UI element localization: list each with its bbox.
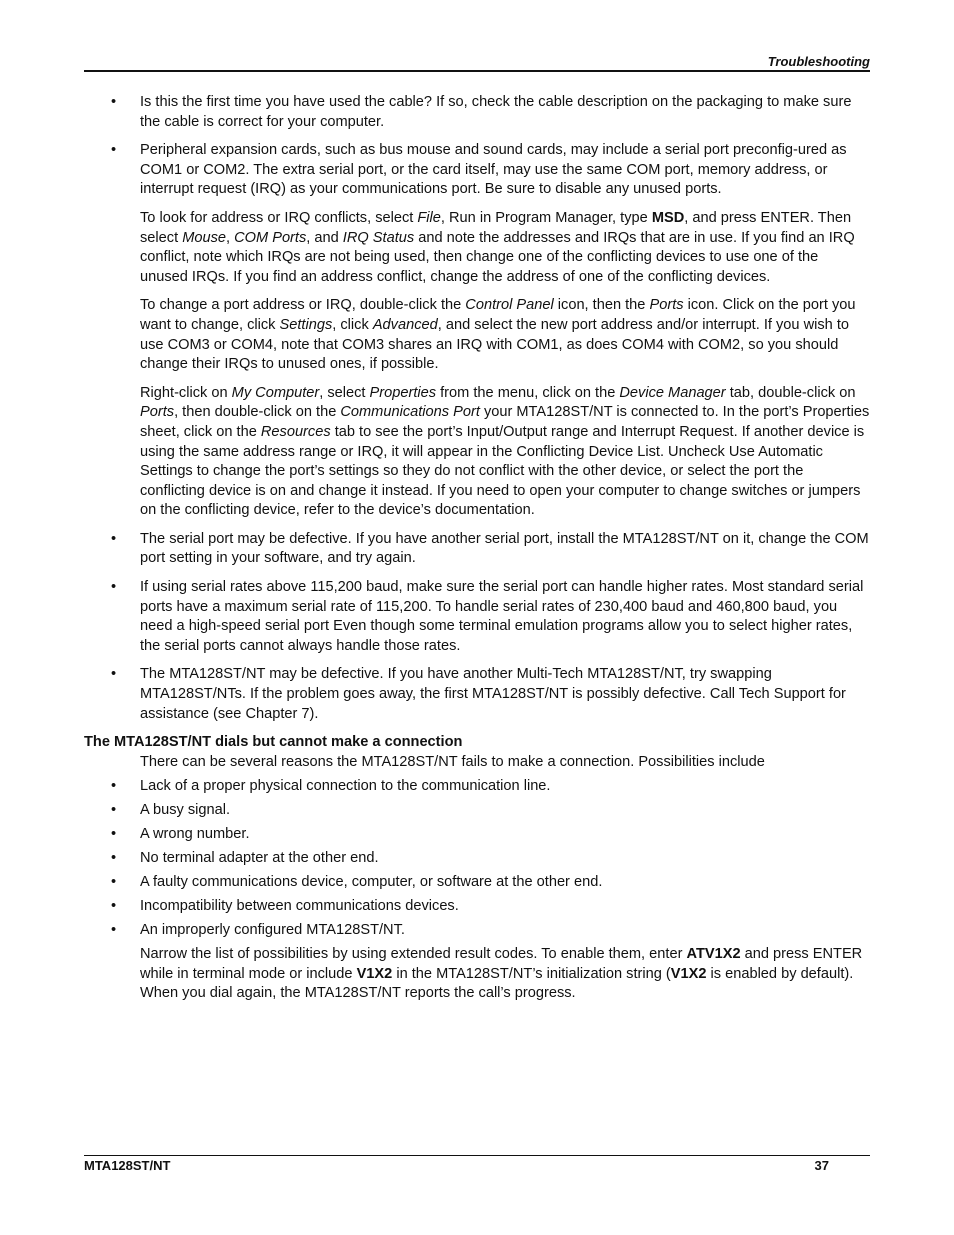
list-item [84,873,870,893]
section-intro: There can be several reasons the MTA128ST/NT fails to make a connection. Possibilities include [140,753,765,770]
text-run: Resources [260,423,331,440]
text-run: and note the addresses and IRQs that are in use. If you find an IRQ conflict, note which IRQs are not being used, then change one of the conflicting devices to use one of the unused IRQs. If you find an address conflict, change the address of one of the conflicting devices. [140,229,855,285]
text-run: Ports [140,404,175,421]
text-run: Device Manager [619,384,726,401]
list-item [84,777,870,797]
bullet-text: Is this the first time you have used the cable? If so, check the cable description on the packaging to make sure the cable is correct for your computer. [140,94,852,130]
running-header: Troubleshooting [767,54,870,69]
bullet-glyph: • [111,874,117,891]
text-run: Communications Port [340,404,480,421]
bullet-item [84,141,870,200]
text-run: Right-click on [140,384,232,401]
list-item-text: An improperly configured MTA128ST/NT. [140,922,405,939]
bullet-glyph: • [111,94,117,110]
footer-product-name: MTA128ST/NT [84,1158,171,1173]
page-body [84,93,870,1013]
text-run: icon. Click on the port you want to change, click [140,297,856,333]
text-run: , and press ENTER. Then select [140,209,852,246]
bullet-glyph: • [111,142,117,159]
text-run: , then double-click on the [174,404,341,421]
bullet-text: If using serial rates above 115,200 baud, make sure the serial port can handle higher rates. Most standard serial ports have a maximum serial rate of 115,200. To handle serial rates of 230,400 baud and 460,800 baud, you need a high-speed serial port Even though some terminal emulation programs allow you to select higher rates, the serial ports cannot always handle those rates. [140,579,864,654]
footer-rule [84,1155,870,1156]
text-run: V1X2 [356,965,393,982]
text-run: Advanced [372,316,438,333]
text-run: tab, double-click on [725,384,856,401]
list-item [84,921,870,941]
header-rule [84,70,870,72]
paragraph-irq-conflicts [84,209,870,287]
list-item-text: A faulty communications device, computer, or software at the other end. [140,874,603,891]
list-item [84,825,870,845]
page-number: 37 [814,1158,829,1173]
bullet-glyph: • [111,802,117,819]
list-item-text: A busy signal. [140,802,231,819]
text-run: COM Ports [234,229,307,246]
bullet-glyph: • [111,579,117,596]
bullet-text: The MTA128ST/NT may be defective. If you have another Multi-Tech MTA128ST/NT, try swapping MTA128ST/NTs. If the problem goes away, the first MTA128ST/NT is possibly defective. Call Tech Support for assistance (see Chapter 7). [140,666,846,722]
paragraph-device-manager [84,384,870,521]
text-run: ATV1X2 [686,946,741,963]
list-item-text: Incompatibility between communications devices. [140,898,459,915]
text-run: V1X2 [670,965,707,982]
text-run: To change a port address or IRQ, double-click the [140,297,466,314]
list-item-text: A wrong number. [140,826,250,843]
bullet-glyph: • [111,826,117,843]
bullet-glyph: • [111,922,117,939]
bullet-glyph: • [111,850,117,867]
bullet-item [84,530,870,569]
text-run: Narrow the list of possibilities by using extended result codes. To enable them, enter [140,946,687,963]
bullet-text: The serial port may be defective. If you have another serial port, install the MTA128ST/NT on it, change the COM port setting in your software, and try again. [140,530,869,567]
text-run: your MTA128ST/NT is connected to. In the port’s Properties sheet, click on the [140,404,870,440]
text-run: tab to see the port’s Input/Output range and Interrupt Request. If another device is using the same address range or IRQ, it will appear in the Conflicting Device List. Uncheck Use Automatic Settings to change the port’s settings so they do not conflict with the other device, or select the port the conflicting device is on and change it instead. If you need to open your computer to change switches or jumpers on the conflicting device, refer to the device’s documentation. [140,423,865,519]
list-item-text: No terminal adapter at the other end. [140,850,379,867]
paragraph-result-codes [84,945,870,1004]
list-item [84,897,870,917]
possibilities-list [84,777,870,941]
bullet-item [84,93,870,132]
bullet-item [84,578,870,656]
text-run: IRQ Status [342,229,415,246]
bullet-glyph: • [111,530,117,547]
text-run: Ports [649,297,684,314]
text-run: from the menu, click on the [436,384,620,401]
bullet-text: Peripheral expansion cards, such as bus mouse and sound cards, may include a serial port preconfig-ured as COM1 or COM2. The extra serial port, or the card itself, may use the same COM port, memory address, or interrupt request (IRQ) as your communications port. Be sure to disable any unused ports. [140,142,847,198]
bullet-glyph: • [111,898,117,915]
text-run: My Computer [231,384,320,401]
text-run: , and [306,229,343,246]
list-item [84,801,870,821]
text-run: , click [332,316,373,333]
text-run: icon, then the [553,297,650,314]
text-run: Control Panel [465,297,554,314]
text-run: in the MTA128ST/NT’s initialization string ( [392,965,671,982]
text-run: , and select the new port address and/or interrupt. If you wish to use COM3 or COM4, note that COM3 shares an IRQ with COM1, as does COM4 with COM2, so you should change their IRQs to unused ones, if possible. [140,316,850,373]
text-run: To look for address or IRQ conflicts, select [140,209,418,226]
text-run: Properties [369,384,437,401]
paragraph-change-port [84,296,870,374]
text-run: , Run in Program Manager, type [440,209,652,226]
text-run: , select [319,384,370,401]
text-run: File [417,209,441,226]
text-run: is enabled by default). When you dial again, the MTA128ST/NT reports the call’s progress. [140,965,854,1002]
text-run: MSD [651,209,685,226]
text-run: , [226,229,235,246]
text-run: and press ENTER while in terminal mode or include [140,946,863,982]
list-item [84,849,870,869]
bullet-glyph: • [111,666,117,683]
section-heading: The MTA128ST/NT dials but cannot make a connection [84,734,463,751]
bullet-item [84,665,870,724]
list-item-text: Lack of a proper physical connection to the communication line. [140,778,551,795]
text-run: Settings [279,316,333,333]
text-run: Mouse [182,229,226,246]
bullet-glyph: • [111,778,117,795]
